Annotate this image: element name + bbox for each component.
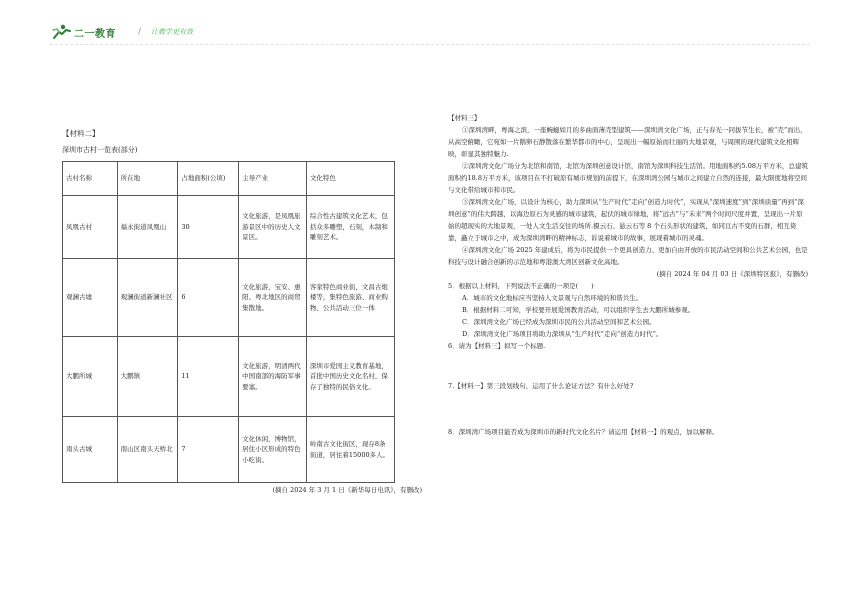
table-row xyxy=(63,259,395,337)
header-slogan: 让教学更有效 xyxy=(151,28,194,36)
question-8: 8．深圳湾广场项目能否成为深圳市的新时代文化名片？请运用【材料一】的观点，加以解释。 xyxy=(448,428,719,437)
logo xyxy=(50,24,116,40)
material3-paragraph: ①深圳湾畔，粤海之滨，一座蜿蜒如月的多曲面薄壳型建筑——深圳湾文化广场，正与春光一同拔节生长，被“壳”而出，从高空俯瞰，它宛如一片鹅卵石静散落在繁华都市的中心，呈现出一幅原始而壮丽的大地景观，与周围的现代建筑文化相辉映，彰显其独特魅力. xyxy=(448,126,807,159)
material3-title: 【材料三】 xyxy=(448,114,481,122)
question-5-option-a: A．城市的文化地标应当坚持人文景观与自然环境的和谐共生。 xyxy=(462,294,643,303)
material2-section xyxy=(62,128,422,494)
table-cell: 6 xyxy=(178,259,239,337)
table-cell: 南头古城 xyxy=(63,417,118,483)
material3-paragraph: ④深圳湾文化广场 2025 年建成后，将为市民提供一个更具创造力、更加自由开放的市民活动空间和公共艺术公园，也是科技与设计融合创新的示范地和粤港澳大湾区创新文化高地。 xyxy=(448,246,808,267)
column-header: 所在地 xyxy=(117,162,178,196)
header-separator: / xyxy=(138,27,142,37)
runner-logo-icon xyxy=(50,24,72,40)
table-cell: 南山区南头天桥北 xyxy=(117,417,178,483)
table-source: (摘自 2024 年 3 月 1 日《新华每日电讯》，有删改) xyxy=(272,486,422,494)
table-row xyxy=(63,337,395,417)
table-cell: 文化旅游，明清两代中国南部的海防军事要塞。 xyxy=(239,337,307,417)
question-7: 7.【材料一】第三段划线句，运用了什么论证方法？有什么好处? xyxy=(448,382,634,391)
table-cell: 综合性古建筑文化艺术，包括众多雕塑，石刻，木制和雕刻艺术。 xyxy=(306,196,394,259)
material2-title: 【材料二】 xyxy=(62,129,100,138)
question-5-option-d: D．深圳湾文化广场项目将助力深圳从“生产时代”走向“创造力时代”。 xyxy=(462,330,663,339)
table-header-row xyxy=(63,162,395,196)
page-header xyxy=(50,22,193,42)
column-header: 主导产业 xyxy=(239,162,307,196)
column-header: 占地面积(公顷) xyxy=(178,162,239,196)
table-cell: 文化休闲，博物馆，居住小区形成的特色小吃街。 xyxy=(239,417,307,483)
table-cell: 文化旅游，是凤凰旅游景区中的历史人文景区。 xyxy=(239,196,307,259)
header-divider xyxy=(50,44,810,45)
table-cell: 观澜街道新澜社区 xyxy=(117,259,178,337)
material3-paragraph: ③深圳湾文化广场，以设计为核心，助力深圳从“生产时代”走向“创造力时代”，实现从“深圳速度”到“深圳质量”再到“深圳创意”的伟大跨越，以海边原石为灵感的城市建筑，起伏的城市绿地，将“远古”与“未来”两个时间尺度并置，呈现出一片原始的超现实的大地景观，一处人文生活交往的场所.摄云石、悬云石等 8 个石头形状的建筑，如同亘古不变的石群，相互倚靠，矗立于城市之中，成为深圳湾畔的精神标志，诉说着城市的故事，展现着城市的灵魂。 xyxy=(448,198,804,243)
table-cell: 福永街道凤凰山 xyxy=(117,196,178,259)
material3-source: (摘自 2024 年 04 月 03 日《深圳特区报》，有删改) xyxy=(656,270,808,279)
answer-space xyxy=(448,392,808,426)
table-cell: 凤凰古村 xyxy=(63,196,118,259)
table-row xyxy=(63,417,395,483)
logo-text: 二一教育 xyxy=(74,28,116,40)
question-6: 6．请为【材料三】拟写一个标题. xyxy=(448,342,546,351)
material3-paragraph: ②深圳湾文化广场分为北馆和南馆，北馆为深圳创意设计馆，南馆为深圳科技生活馆。用地面积约5.08万平方米，总建筑面积约18.8万平方米，该项目在不打破原有城市规划的前提下，在深圳湾公园与城市之间建立自然的连接，最大限度地将空间与文化带给城市和市民。 xyxy=(448,162,808,195)
table-cell: 大鹏所城 xyxy=(63,337,118,417)
answer-space xyxy=(448,352,808,380)
column-header: 古村名称 xyxy=(63,162,118,196)
table-cell: 观澜古墟 xyxy=(63,259,118,337)
table-cell: 文化旅游，宝安、惠阳、粤北地区的商贸集散地。 xyxy=(239,259,307,337)
table-caption: 深圳市古村一览表(部分) xyxy=(62,146,138,154)
question-5-option-c: C．深圳湾文化广场已经成为深圳市民的公共活动空间和艺术公园。 xyxy=(462,318,656,327)
table-cell: 大鹏镇 xyxy=(117,337,178,417)
table-cell: 30 xyxy=(178,196,239,259)
table-cell: 11 xyxy=(178,337,239,417)
table-cell: 深圳市爱国主义教育基地，首批中国历史文化名村，保存了独特的民俗文化。 xyxy=(306,337,394,417)
village-table xyxy=(62,161,395,483)
question-5-stem: 5．根据以上材料，下列说法不正确的一项是( ) xyxy=(448,282,594,291)
table-row xyxy=(63,196,395,259)
question-5-option-b: B．根据材料二可知，学校要开展爱国教育活动，可以组织学生去大鹏所城参观。 xyxy=(462,306,695,315)
table-cell: 客家特色商业街，文昌古炮楼等，集特色旅游、商业购物、公共活动三位一体 xyxy=(306,259,394,337)
material3-section xyxy=(448,112,808,438)
table-cell: 岭南古文化街区，现存8条街道，居住着15000多人。 xyxy=(306,417,394,483)
column-header: 文化特色 xyxy=(306,162,394,196)
table-cell: 7 xyxy=(178,417,239,483)
